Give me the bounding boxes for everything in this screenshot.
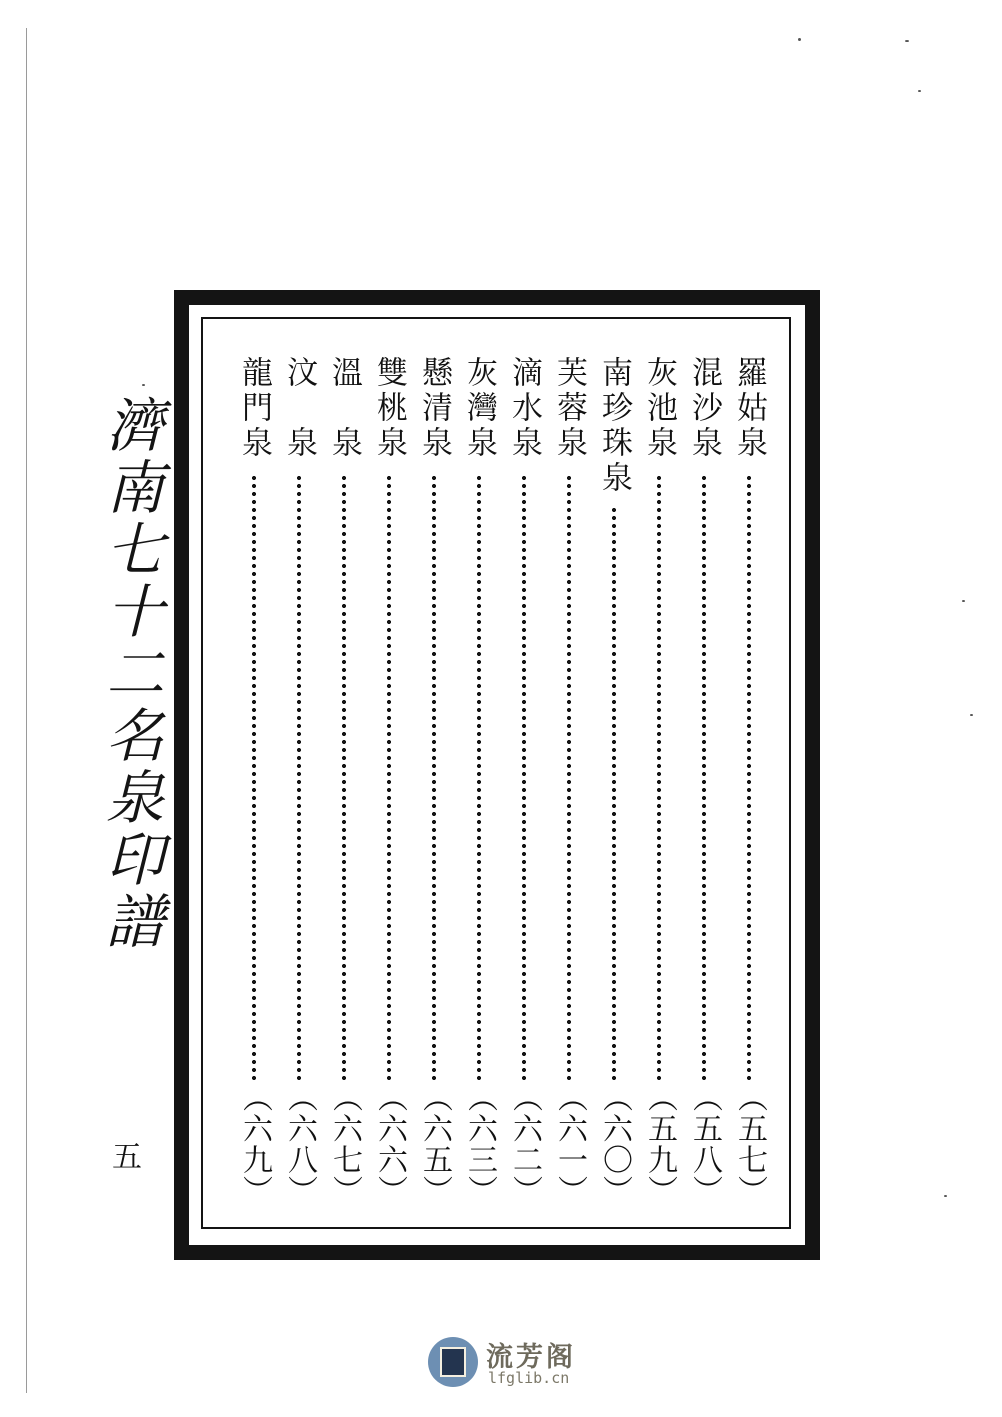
page-edge-line <box>26 28 27 1393</box>
toc-entry <box>367 356 411 1206</box>
dot-leader <box>612 506 616 1081</box>
toc-entry <box>412 356 456 1206</box>
page-ref: （六八） <box>282 1082 317 1206</box>
page-ref: （六七） <box>327 1082 362 1206</box>
spring-name: 雙桃泉 <box>371 356 407 461</box>
dot-leader <box>657 474 661 1081</box>
page-ref: （六九） <box>237 1082 272 1206</box>
spring-name: 灰灣泉 <box>461 356 497 461</box>
toc-entry <box>547 356 591 1206</box>
dot-leader <box>342 474 346 1081</box>
spring-name: 灰池泉 <box>641 356 677 461</box>
scan-speck <box>798 38 801 41</box>
toc-entry <box>637 356 681 1206</box>
scan-speck <box>962 600 965 602</box>
page-number: 五 <box>112 1140 142 1175</box>
spring-name: 溫 泉 <box>326 356 362 461</box>
dot-leader <box>747 474 751 1081</box>
toc-entry <box>457 356 501 1206</box>
scan-speck <box>905 40 909 42</box>
scan-speck <box>142 384 145 386</box>
page-ref: （五九） <box>642 1082 677 1206</box>
page-ref: （六二） <box>507 1082 542 1206</box>
dot-leader <box>702 474 706 1081</box>
spring-name: 芙蓉泉 <box>551 356 587 461</box>
page-ref: （六一） <box>552 1082 587 1206</box>
spring-name: 懸清泉 <box>416 356 452 461</box>
toc-entry <box>322 356 366 1206</box>
toc-entry <box>502 356 546 1206</box>
toc-entry <box>277 356 321 1206</box>
page-ref: （六六） <box>372 1082 407 1206</box>
watermark-title: 流芳阁 <box>486 1342 576 1373</box>
page-ref: （五八） <box>687 1082 722 1206</box>
toc-entry <box>232 356 276 1206</box>
page-ref: （五七） <box>732 1082 767 1206</box>
spring-name: 龍門泉 <box>236 356 272 461</box>
dot-leader <box>567 474 571 1081</box>
spring-name: 滴水泉 <box>506 356 542 461</box>
page-ref: （六〇） <box>597 1082 632 1206</box>
spring-name: 汶 泉 <box>281 356 317 461</box>
spring-name: 羅姑泉 <box>731 356 767 461</box>
page-ref: （六三） <box>462 1082 497 1206</box>
toc-entry <box>592 356 636 1206</box>
scan-speck <box>970 714 973 716</box>
dot-leader <box>432 474 436 1081</box>
spring-name: 混沙泉 <box>686 356 722 461</box>
book-logo-icon <box>428 1337 478 1387</box>
scan-speck <box>944 1195 947 1197</box>
dot-leader <box>297 474 301 1081</box>
dot-leader <box>387 474 391 1081</box>
scan-speck <box>918 90 921 92</box>
dot-leader <box>252 474 256 1081</box>
dot-leader <box>522 474 526 1081</box>
toc-entry <box>727 356 771 1206</box>
dot-leader <box>477 474 481 1081</box>
page-ref: （六五） <box>417 1082 452 1206</box>
toc-entry <box>682 356 726 1206</box>
watermark-url: lfglib.cn <box>488 1369 570 1387</box>
book-title: 濟南七十二名泉印譜 <box>96 395 164 953</box>
watermark <box>428 1333 598 1393</box>
spring-name: 南珍珠泉 <box>596 356 632 496</box>
